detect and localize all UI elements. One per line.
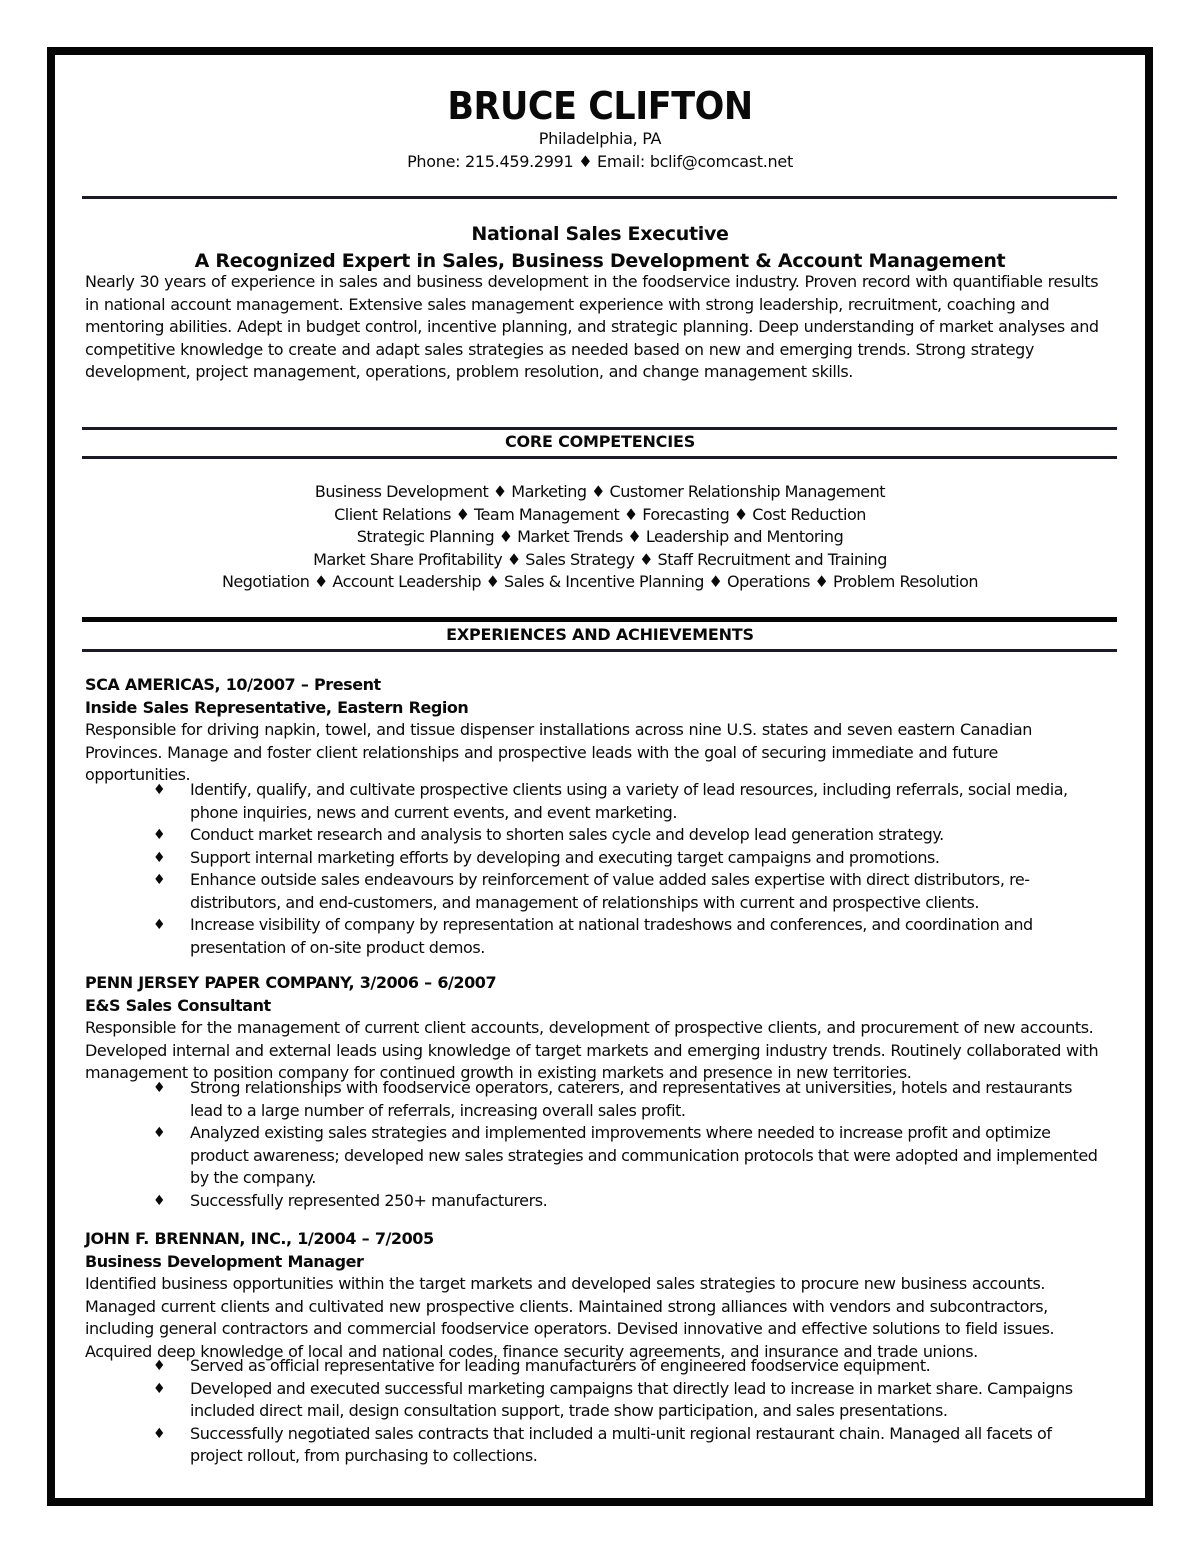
experience-top-rule: [82, 617, 1117, 622]
core-competencies-bottom-rule: [82, 456, 1117, 459]
diamond-bullet-icon: ♦: [153, 1080, 166, 1096]
competency-line: Strategic Planning ♦ Market Trends ♦ Leadership and Mentoring: [356, 527, 844, 546]
summary-line: Nearly 30 years of experience in sales and business development in the foodservice industry. Proven record with quantifiable results: [85, 272, 1099, 291]
bullet-text: Support internal marketing efforts by developing and executing target campaigns and promotions.: [190, 847, 940, 867]
competency-line: Market Share Profitability ♦ Sales Strategy ♦ Staff Recruitment and Training: [313, 549, 887, 569]
job-entry-penn-jersey: [85, 972, 1125, 1085]
bullet-item: [85, 1355, 1125, 1378]
job-entry-john-f-brennan: [85, 1228, 1125, 1363]
bullet-text: lead to a large number of referrals, increasing overall sales profit.: [190, 1100, 686, 1120]
bullet-text: Developed and executed successful marketing campaigns that directly lead to increase in market share. Campaigns: [190, 1378, 1073, 1398]
job-company-dates: PENN JERSEY PAPER COMPANY, 3/2006 – 6/2007: [85, 973, 497, 992]
job-title: Inside Sales Representative, Eastern Region: [85, 697, 469, 717]
summary-line: development, project management, operations, problem resolution, and change management skills.: [85, 362, 853, 381]
bullet-text: by the company.: [190, 1168, 316, 1187]
diamond-bullet-icon: ♦: [153, 872, 166, 888]
diamond-separator-icon: ♦: [578, 152, 593, 171]
job-description-line: Acquired deep knowledge of local and national codes, finance security agreements, and insurance and trade unions.: [85, 1341, 978, 1361]
email-label: Email:: [597, 152, 646, 171]
experience-heading: EXPERIENCES AND ACHIEVEMENTS: [446, 625, 754, 644]
diamond-bullet-icon: ♦: [153, 1358, 166, 1374]
diamond-bullet-icon: ♦: [153, 1192, 166, 1209]
job-description-line: Responsible for driving napkin, towel, and tissue dispenser installations across nine U.S. states and seven eastern Canadian: [85, 720, 1032, 739]
job-description-line: Responsible for the management of current client accounts, development of prospective clients, and procurement of new accounts.: [85, 1018, 1094, 1037]
header-divider: [82, 196, 1117, 199]
bullet-text: presentation of on-site product demos.: [190, 937, 485, 957]
diamond-bullet-icon: ♦: [153, 1125, 166, 1141]
diamond-bullet-icon: ♦: [153, 1425, 166, 1442]
professional-summary: [85, 271, 1125, 384]
diamond-bullet-icon: ♦: [153, 1380, 166, 1397]
bullet-item: [85, 779, 1125, 824]
summary-line: in national account management. Extensive sales management experience with strong leadership, recruitment, coaching and: [85, 294, 1050, 314]
competency-line: Business Development ♦ Marketing ♦ Customer Relationship Management: [314, 482, 886, 501]
bullet-item: [85, 1190, 1125, 1213]
candidate-name: BRUCE CLIFTON: [447, 84, 753, 128]
bullet-item: [85, 914, 1125, 959]
bullet-item: [85, 1122, 1125, 1190]
experience-bottom-rule: [82, 649, 1117, 652]
candidate-location: Philadelphia, PA: [538, 129, 662, 148]
contact-line: [0, 151, 1200, 173]
bullet-text: Identify, qualify, and cultivate prospective clients using a variety of lead resources, including referrals, social media,: [190, 780, 1068, 799]
bullet-text: Successfully negotiated sales contracts that included a multi-unit regional restaurant chain. Managed all facets of: [190, 1423, 1052, 1443]
bullet-text: product awareness; developed new sales strategies and communication protocols that were adopted and implemented: [190, 1145, 1098, 1165]
bullet-item: [85, 1077, 1125, 1122]
diamond-bullet-icon: ♦: [153, 917, 166, 933]
diamond-bullet-icon: ♦: [153, 782, 166, 798]
bullet-text: included direct mail, design consultation support, trade show participation, and sales presentations.: [190, 1401, 948, 1420]
bullet-text: project rollout, from purchasing to collections.: [190, 1446, 538, 1465]
summary-line: competitive knowledge to create and adapt sales strategies as needed based on new and emerging trends. Strong strategy: [85, 339, 1034, 359]
job-description-line: Developed internal and external leads using knowledge of target markets and emerging industry trends. Routinely collaborated with: [85, 1040, 1099, 1060]
headline-subtitle: A Recognized Expert in Sales, Business Development & Account Management: [194, 250, 1006, 272]
job-bullets: [85, 1355, 1125, 1468]
competency-line: Client Relations ♦ Team Management ♦ Forecasting ♦ Cost Reduction: [334, 504, 866, 524]
bullet-text: phone inquiries, news and current events, and event marketing.: [190, 802, 677, 822]
summary-line: mentoring abilities. Adept in budget control, incentive planning, and strategic planning. Deep understanding of market analyses and: [85, 317, 1099, 336]
job-title: E&S Sales Consultant: [85, 995, 271, 1015]
job-description-line: including general contractors and commercial foodservice operators. Devised innovative and effective solutions to field issues.: [85, 1319, 1055, 1338]
job-bullets: [85, 779, 1125, 959]
bullet-text: Analyzed existing sales strategies and implemented improvements where needed to increase profit and optimize: [190, 1123, 1051, 1142]
phone-number: 215.459.2991: [465, 152, 574, 171]
job-company-dates: JOHN F. BRENNAN, INC., 1/2004 – 7/2005: [85, 1229, 434, 1248]
bullet-item: [85, 1378, 1125, 1423]
diamond-bullet-icon: ♦: [153, 849, 166, 866]
bullet-text: Served as official representative for leading manufacturers of engineered foodservice equipment.: [190, 1356, 931, 1375]
headline-title: National Sales Executive: [471, 223, 729, 245]
core-competencies-heading: CORE COMPETENCIES: [504, 432, 696, 451]
bullet-text: distributors, and end-customers, and management of relationships with current and prospective clients.: [190, 892, 979, 912]
phone-label: Phone:: [407, 152, 461, 171]
job-entry-sca-americas: [85, 674, 1125, 787]
bullet-item: [85, 869, 1125, 914]
bullet-text: Enhance outside sales endeavours by reinforcement of value added sales expertise with direct distributors, re-: [190, 870, 1030, 889]
competency-line: Negotiation ♦ Account Leadership ♦ Sales & Incentive Planning ♦ Operations ♦ Problem Resolution: [221, 572, 979, 591]
diamond-bullet-icon: ♦: [153, 827, 166, 843]
job-company-dates: SCA AMERICAS, 10/2007 – Present: [85, 675, 381, 694]
job-description-line: management to position company for continued growth in existing markets and presence in new territories.: [85, 1063, 912, 1082]
bullet-text: Strong relationships with foodservice operators, caterers, and representatives at universities, hotels and restaurants: [190, 1078, 1073, 1097]
core-competencies-top-rule: [82, 427, 1117, 430]
bullet-item: [85, 824, 1125, 847]
bullet-text: Increase visibility of company by representation at national tradeshows and conferences, and coordination and: [190, 915, 1033, 934]
bullet-text: Successfully represented 250+ manufacturers.: [190, 1190, 548, 1210]
job-description-line: Managed current clients and cultivated new prospective clients. Maintained strong alliances with vendors and subcontractors,: [85, 1296, 1048, 1316]
bullet-text: Conduct market research and analysis to shorten sales cycle and develop lead generation strategy.: [190, 825, 944, 844]
job-description-line: Provinces. Manage and foster client relationships and prospective leads with the goal of securing immediate and future: [85, 742, 998, 762]
job-description-line: opportunities.: [85, 765, 191, 784]
job-bullets: [85, 1077, 1125, 1212]
bullet-item: [85, 847, 1125, 870]
job-description-line: Identified business opportunities within the target markets and developed sales strategies to procure new business accounts.: [85, 1274, 1045, 1293]
email-address: bclif@comcast.net: [649, 152, 793, 171]
job-title: Business Development Manager: [85, 1251, 364, 1271]
bullet-item: [85, 1423, 1125, 1468]
competency-list: [0, 481, 1200, 594]
